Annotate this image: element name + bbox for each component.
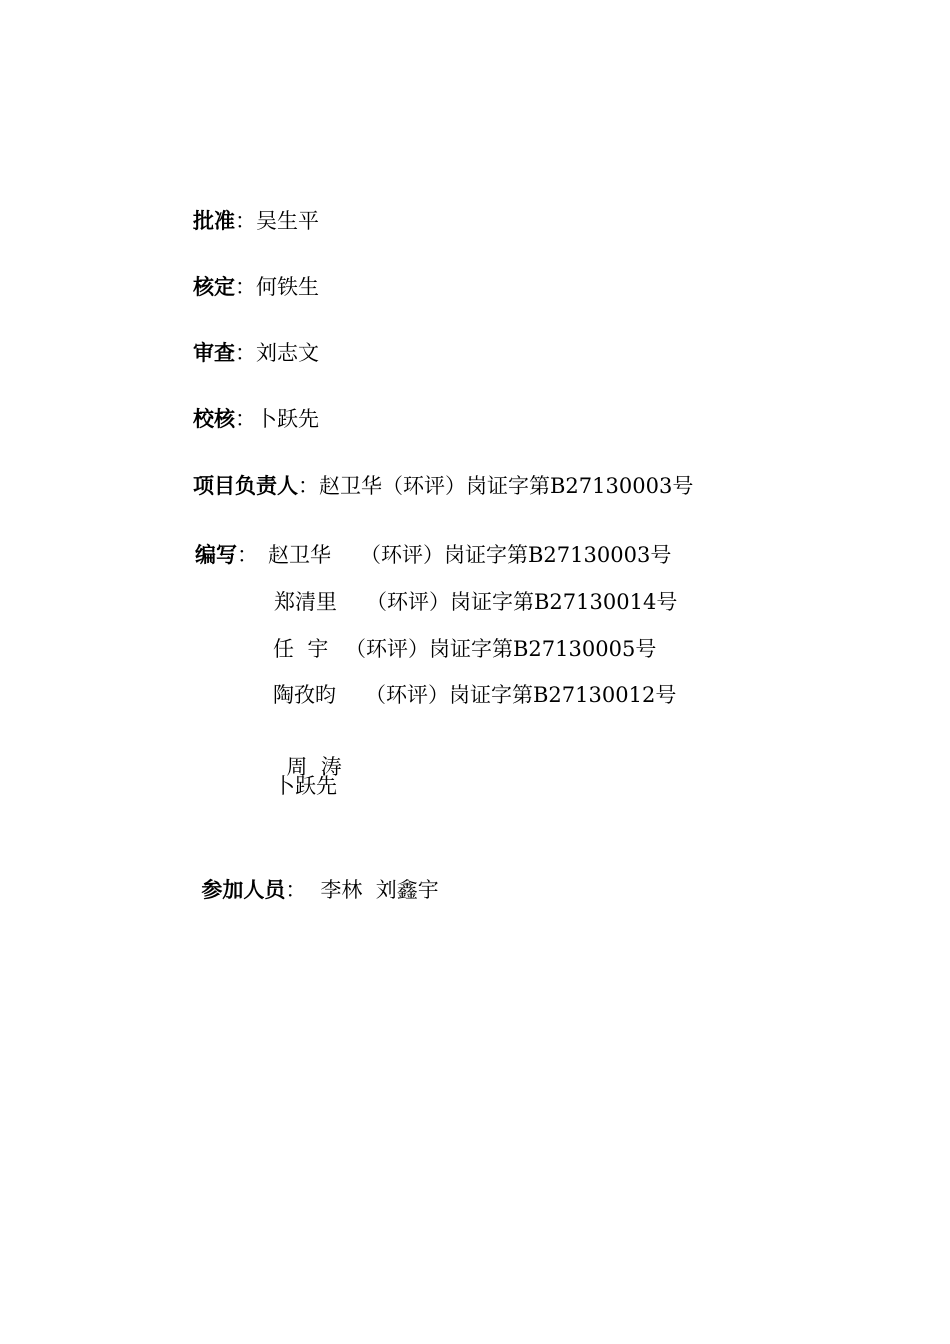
writer-cert: （环评）岗证字第B27130012号	[365, 683, 677, 707]
project-lead-line	[193, 473, 693, 499]
proofread-value: 卜跃先	[256, 407, 319, 431]
participants-line	[188, 851, 439, 903]
verification-line	[193, 274, 319, 300]
writers-label: 编写	[195, 542, 237, 567]
review-line	[193, 340, 319, 366]
verification-value: 何铁生	[256, 275, 319, 299]
writer-cert: （环评）岗证字第B27130014号	[366, 590, 678, 614]
project-lead-label: 项目负责人	[193, 473, 298, 498]
verification-label: 核定	[193, 274, 235, 299]
writer-row	[273, 636, 656, 662]
writer-row	[273, 682, 676, 708]
project-lead-value: 赵卫华（环评）岗证字第B27130003号	[319, 474, 694, 498]
proofread-label: 校核	[193, 406, 235, 431]
project-lead-colon: ：	[298, 474, 319, 498]
writer-name: 周 涛	[286, 755, 342, 779]
writer-row	[274, 589, 677, 615]
writers-colon: ：	[237, 543, 258, 567]
writer-name: 郑清里	[274, 590, 337, 614]
writer-name: 卜跃先	[274, 774, 337, 798]
participants-colon: ：	[285, 878, 307, 902]
proofread-line	[193, 406, 319, 432]
writer-row	[268, 542, 671, 568]
writer-name: 赵卫华	[268, 543, 331, 567]
participants-value: 李林 刘鑫宇	[320, 878, 439, 902]
verification-colon: ：	[235, 275, 256, 299]
writers-label-line	[195, 542, 258, 568]
writer-name: 任 宇	[273, 637, 329, 661]
participants-label: 参加人员	[201, 877, 286, 902]
writer-name: 陶孜昀	[273, 683, 336, 707]
approval-colon: ：	[235, 209, 256, 233]
writer-cert: （环评）岗证字第B27130003号	[360, 543, 672, 567]
proofread-colon: ：	[235, 407, 256, 431]
approval-value: 吴生平	[256, 209, 319, 233]
approval-label: 批准	[193, 208, 235, 233]
review-colon: ：	[235, 341, 256, 365]
writer-row	[274, 773, 337, 799]
writer-cert: （环评）岗证字第B27130005号	[345, 637, 657, 661]
review-value: 刘志文	[256, 341, 319, 365]
review-label: 审查	[193, 340, 235, 365]
approval-line	[193, 208, 319, 234]
